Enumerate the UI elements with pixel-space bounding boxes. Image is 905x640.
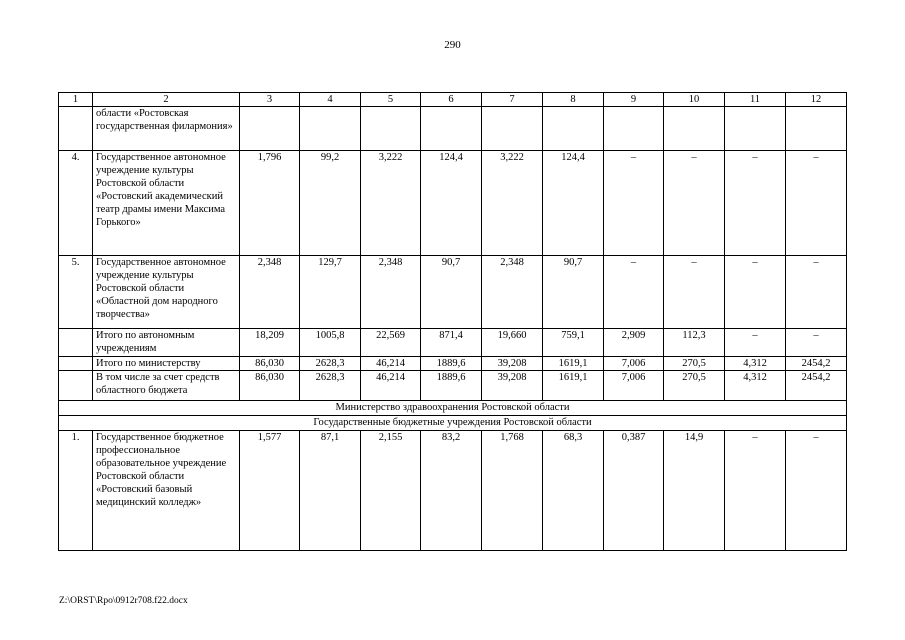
section-heading: Государственные бюджетные учреждения Ростовской области	[59, 416, 847, 431]
value-cell	[725, 107, 786, 151]
value-cell: 129,7	[300, 256, 361, 329]
value-cell: 2628,3	[300, 357, 361, 371]
section-heading-row	[59, 401, 847, 416]
institution-name-cell: Государственное автономное учреждение культуры Ростовской области «Ростовский академический театр драмы имени Максима Горького»	[93, 151, 240, 256]
value-cell: 124,4	[421, 151, 482, 256]
column-number-header: 1	[59, 93, 93, 107]
value-cell: 99,2	[300, 151, 361, 256]
value-cell: 90,7	[543, 256, 604, 329]
value-cell: 112,3	[664, 329, 725, 357]
budget-table	[58, 92, 847, 551]
institution-name-cell: Государственное бюджетное профессиональное образовательное учреждение Ростовской области «Ростовский базовый медицинский колледж»	[93, 431, 240, 551]
value-cell: 759,1	[543, 329, 604, 357]
value-cell: 124,4	[543, 151, 604, 256]
table-header-row	[59, 93, 847, 107]
value-cell: –	[725, 431, 786, 551]
row-number-cell: 1.	[59, 431, 93, 551]
value-cell	[421, 107, 482, 151]
value-cell: 1,577	[240, 431, 300, 551]
value-cell: 39,208	[482, 371, 543, 401]
table-row	[59, 357, 847, 371]
column-number-header: 7	[482, 93, 543, 107]
page-number: 290	[444, 39, 461, 51]
value-cell: 1005,8	[300, 329, 361, 357]
value-cell: 83,2	[421, 431, 482, 551]
value-cell: 1889,6	[421, 357, 482, 371]
value-cell	[482, 107, 543, 151]
column-number-header: 5	[361, 93, 421, 107]
table-row	[59, 151, 847, 256]
value-cell: 19,660	[482, 329, 543, 357]
value-cell: –	[786, 431, 847, 551]
row-number-cell: 5.	[59, 256, 93, 329]
institution-name-cell: Итого по министерству	[93, 357, 240, 371]
column-number-header: 11	[725, 93, 786, 107]
value-cell	[604, 107, 664, 151]
value-cell	[361, 107, 421, 151]
value-cell: –	[664, 256, 725, 329]
table-row	[59, 371, 847, 401]
value-cell	[543, 107, 604, 151]
value-cell: 46,214	[361, 357, 421, 371]
value-cell: 2,348	[482, 256, 543, 329]
value-cell	[786, 107, 847, 151]
value-cell: 871,4	[421, 329, 482, 357]
value-cell: 4,312	[725, 371, 786, 401]
value-cell: –	[725, 256, 786, 329]
section-heading: Министерство здравоохранения Ростовской области	[59, 401, 847, 416]
value-cell: 2,155	[361, 431, 421, 551]
row-number-cell	[59, 329, 93, 357]
value-cell: 90,7	[421, 256, 482, 329]
value-cell: 0,387	[604, 431, 664, 551]
value-cell: 68,3	[543, 431, 604, 551]
column-number-header: 10	[664, 93, 725, 107]
table-row	[59, 431, 847, 551]
value-cell: 18,209	[240, 329, 300, 357]
value-cell: 4,312	[725, 357, 786, 371]
value-cell: –	[664, 151, 725, 256]
value-cell: 2,348	[240, 256, 300, 329]
value-cell: 270,5	[664, 371, 725, 401]
value-cell: 14,9	[664, 431, 725, 551]
table-row	[59, 107, 847, 151]
value-cell: 1889,6	[421, 371, 482, 401]
value-cell: –	[604, 151, 664, 256]
column-number-header: 12	[786, 93, 847, 107]
value-cell: 7,006	[604, 357, 664, 371]
value-cell: 1,768	[482, 431, 543, 551]
value-cell: –	[604, 256, 664, 329]
value-cell: –	[786, 329, 847, 357]
value-cell: 7,006	[604, 371, 664, 401]
value-cell: 270,5	[664, 357, 725, 371]
value-cell: –	[786, 256, 847, 329]
value-cell: 86,030	[240, 357, 300, 371]
row-number-cell	[59, 107, 93, 151]
column-number-header: 3	[240, 93, 300, 107]
column-number-header: 8	[543, 93, 604, 107]
value-cell	[664, 107, 725, 151]
value-cell: 3,222	[361, 151, 421, 256]
value-cell: 39,208	[482, 357, 543, 371]
value-cell: 46,214	[361, 371, 421, 401]
value-cell: 1619,1	[543, 371, 604, 401]
file-path-footer: Z:\ORST\Rpo\0912r708.f22.docx	[59, 596, 188, 606]
value-cell: 2628,3	[300, 371, 361, 401]
value-cell: –	[786, 151, 847, 256]
row-number-cell: 4.	[59, 151, 93, 256]
value-cell: 86,030	[240, 371, 300, 401]
value-cell: 1619,1	[543, 357, 604, 371]
column-number-header: 4	[300, 93, 361, 107]
value-cell: –	[725, 151, 786, 256]
value-cell: 2,348	[361, 256, 421, 329]
institution-name-cell: Итого по автономным учреждениям	[93, 329, 240, 357]
value-cell	[240, 107, 300, 151]
column-number-header: 2	[93, 93, 240, 107]
section-heading-row	[59, 416, 847, 431]
institution-name-cell: области «Ростовская государственная филармония»	[93, 107, 240, 151]
column-number-header: 9	[604, 93, 664, 107]
row-number-cell	[59, 371, 93, 401]
value-cell: 22,569	[361, 329, 421, 357]
value-cell: 87,1	[300, 431, 361, 551]
table-row	[59, 256, 847, 329]
value-cell: 2454,2	[786, 357, 847, 371]
row-number-cell	[59, 357, 93, 371]
value-cell: 2,909	[604, 329, 664, 357]
column-number-header: 6	[421, 93, 482, 107]
value-cell	[300, 107, 361, 151]
value-cell: 1,796	[240, 151, 300, 256]
institution-name-cell: Государственное автономное учреждение культуры Ростовской области «Областной дом народного творчества»	[93, 256, 240, 329]
value-cell: –	[725, 329, 786, 357]
table-row	[59, 329, 847, 357]
value-cell: 3,222	[482, 151, 543, 256]
institution-name-cell: В том числе за счет средств областного бюджета	[93, 371, 240, 401]
value-cell: 2454,2	[786, 371, 847, 401]
